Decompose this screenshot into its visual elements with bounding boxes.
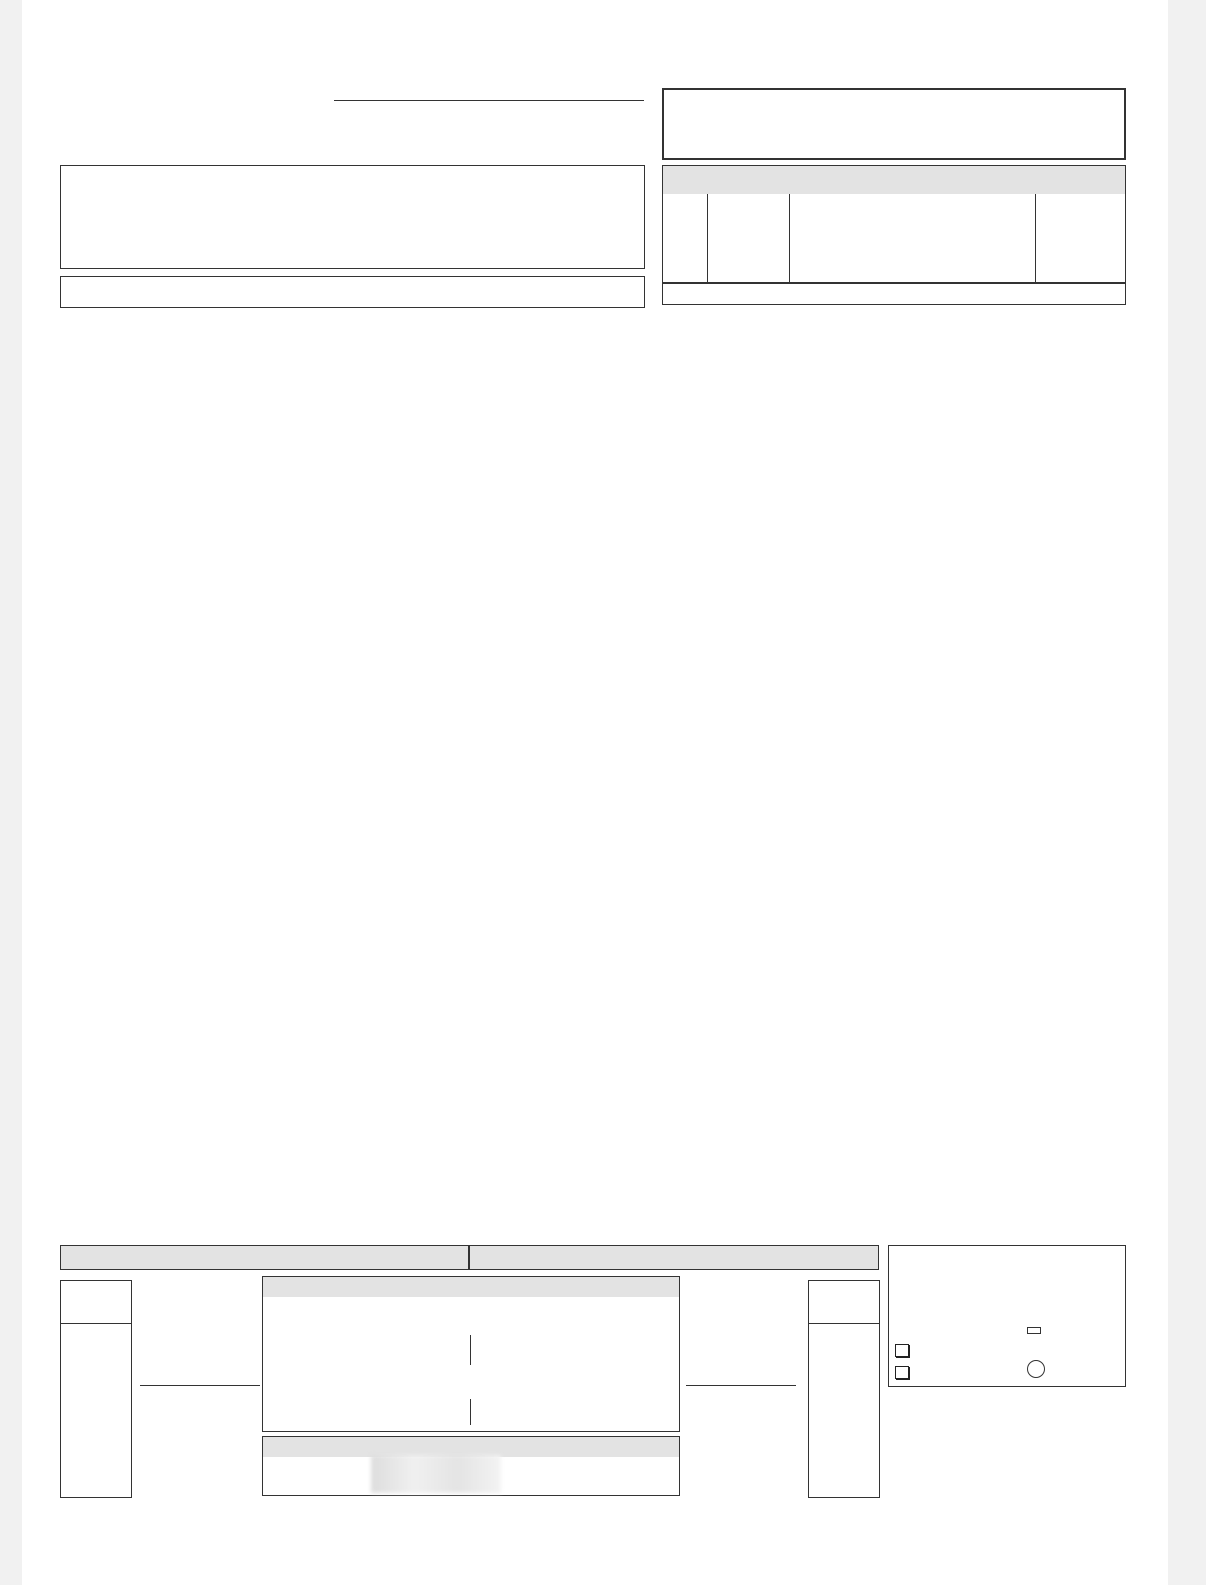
round-line <box>334 56 358 78</box>
sets-box <box>662 165 1126 283</box>
referee-box <box>60 276 645 308</box>
second-setter-icon <box>895 1362 911 1381</box>
starting-lineup-icon <box>895 1340 911 1359</box>
legend-box <box>888 1245 1126 1387</box>
summary-home-bar <box>60 1245 469 1270</box>
match-info-box <box>60 165 645 269</box>
serve-first-icon <box>1027 1360 1045 1378</box>
total-points <box>1053 285 1063 303</box>
summary-away-bar <box>469 1245 879 1270</box>
final-score-box <box>662 88 1126 160</box>
substitute-marker-icon <box>1027 1320 1044 1339</box>
defense-box <box>262 1436 680 1496</box>
first-attack-box <box>262 1276 680 1432</box>
report-page <box>22 0 1168 1585</box>
home-rotation-box <box>60 1280 132 1498</box>
away-rotation-box <box>808 1280 880 1498</box>
sets-total-row <box>662 283 1126 305</box>
